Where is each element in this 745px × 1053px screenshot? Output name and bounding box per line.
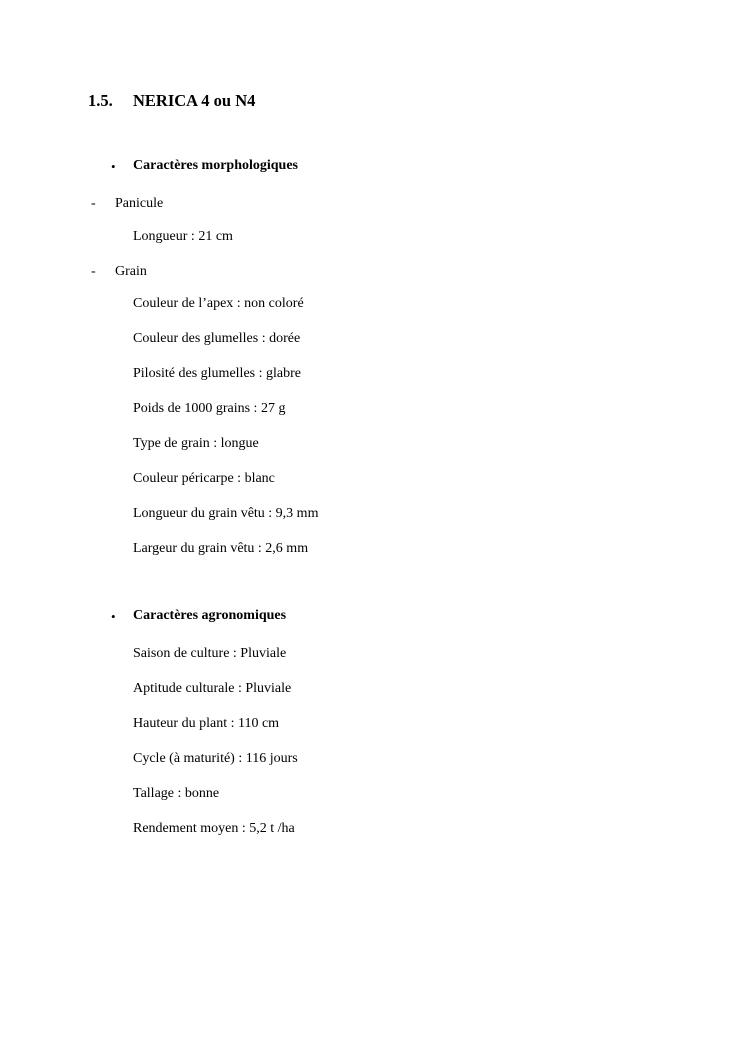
agro-item: Aptitude culturale : Pluviale bbox=[133, 681, 292, 696]
agro-item: Cycle (à maturité) : 116 jours bbox=[133, 751, 298, 766]
grain-item: Pilosité des glumelles : glabre bbox=[133, 366, 301, 381]
grain-item: Couleur de l’apex : non coloré bbox=[133, 296, 304, 311]
panicule-dash: - bbox=[91, 196, 96, 211]
grain-item: Poids de 1000 grains : 27 g bbox=[133, 401, 286, 416]
agro-item: Rendement moyen : 5,2 t /ha bbox=[133, 821, 295, 836]
morpho-heading: Caractères morphologiques bbox=[133, 158, 298, 173]
agro-item: Tallage : bonne bbox=[133, 786, 220, 801]
panicule-label: Panicule bbox=[115, 196, 164, 211]
agro-bullet: • bbox=[111, 609, 116, 624]
section-number: 1.5. bbox=[88, 91, 113, 110]
grain-dash: - bbox=[91, 264, 96, 279]
morpho-bullet: • bbox=[111, 159, 116, 174]
agro-item: Hauteur du plant : 110 cm bbox=[133, 716, 280, 731]
section-title: NERICA 4 ou N4 bbox=[133, 91, 256, 110]
agro-item: Saison de culture : Pluviale bbox=[133, 646, 287, 661]
grain-item: Couleur péricarpe : blanc bbox=[133, 471, 275, 486]
agro-heading: Caractères agronomiques bbox=[133, 608, 287, 623]
grain-item: Largeur du grain vêtu : 2,6 mm bbox=[133, 541, 309, 556]
grain-label: Grain bbox=[115, 264, 147, 279]
panicule-length: Longueur : 21 cm bbox=[133, 229, 233, 244]
grain-item: Couleur des glumelles : dorée bbox=[133, 331, 301, 346]
grain-item: Type de grain : longue bbox=[133, 436, 259, 451]
grain-item: Longueur du grain vêtu : 9,3 mm bbox=[133, 506, 319, 521]
